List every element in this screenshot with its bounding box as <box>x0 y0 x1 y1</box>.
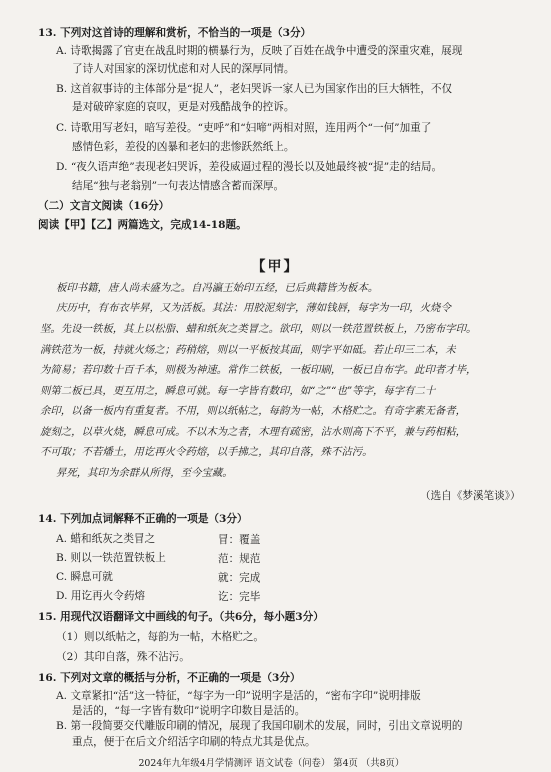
q16-option-a-line2: 是活的，“每一字皆有数印”说明字印数目是活的。 <box>72 705 306 717</box>
passage-line-6: 则第二板已具，更互用之，瞬息可就。每一字皆有数印，如“之”“也”等字，每字有二十 <box>40 385 436 397</box>
section-intro: 阅读【甲】【乙】两篇选文，完成14-18题。 <box>38 219 247 231</box>
q13-option-b-line1: B. 这首叙事诗的主体部分是“捉人”，老妇哭诉一家人已为国家作出的巨大牺牲，不仅 <box>56 83 453 95</box>
passage-line-5: 为简易；若印数十百千本，则极为神速。常作二铁板，一板印刷，一板已自布字。此印者才毕， <box>40 364 477 376</box>
q13-option-c-line1: C. 诗歌用写老妇，暗写差役。“吏呼”和“妇啼”两相对照，连用两个“一何”加重了 <box>56 122 432 134</box>
q13-option-c-line2: 感情色彩，差役的凶暴和老妇的悲惨跃然纸上。 <box>72 141 295 153</box>
passage-line-1: 板印书籍，唐人尚未盛为之。自冯瀛王始印五经，已后典籍皆为板本。 <box>56 282 379 294</box>
passage-line-2: 庆历中，有布衣毕昇，又为活板。其法：用胶泥刻字，薄如钱唇，每字为一印，火烧令 <box>56 302 451 314</box>
q16-option-b-line2: 重点，便于在后文介绍活字印刷的特点尤其是优点。 <box>72 736 316 748</box>
passage-line-9: 不可取；不若燔土，用讫再火令药熔，以手拂之，其印自落，殊不沾污。 <box>40 446 373 458</box>
passage-line-7: 余印，以备一板内有重复者。不用，则以纸帖之，每韵为一帖，木格贮之。有奇字素无备者， <box>40 405 467 417</box>
passage-line-10: 昇死，其印为余群从所得，至今宝藏。 <box>56 467 233 479</box>
q16-option-a-line1: A. 文章紧扣“活”这一特征，“每字为一印”说明字是活的，“密布字印”说明排版 <box>56 690 421 702</box>
q16-stem: 16. 下列对文章的概括与分析，不正确的一项是（3分） <box>38 672 301 684</box>
q14-option-c-gloss: 就：完成 <box>218 572 261 584</box>
q13-option-b-line2: 是对破碎家庭的哀叹，更是对残酷战争的控诉。 <box>72 101 295 113</box>
q14-option-a-gloss: 冒：覆盖 <box>218 534 261 546</box>
q13-option-d-line2: 结尾“独与老翁别”一句表达情感含蓄而深厚。 <box>72 180 285 192</box>
q14-option-b-gloss: 范：规范 <box>218 553 261 565</box>
passage-line-4: 满铁范为一板，持就火炀之；药稍熔，则以一平板按其面，则字平如砥。若止印三二本，未 <box>40 344 456 356</box>
q16-option-b-line1: B. 第一段简要交代雕版印刷的情况，展现了我国印刷术的发展，同时，引出文章说明的 <box>56 720 463 732</box>
q15-stem: 15. 用现代汉语翻译文中画线的句子。（共6分，每小题3分） <box>38 611 324 623</box>
section-heading: （二）文言文阅读（16分） <box>38 200 170 212</box>
q14-option-a: A. 蜡和纸灰之类冒之 <box>56 533 156 545</box>
q14-option-d: D. 用讫再火令药熔 <box>56 590 146 602</box>
q14-option-b: B. 则以一铁范置铁板上 <box>56 552 166 564</box>
q13-option-a-line2: 了诗人对国家的深切忧虑和对人民的深厚同情。 <box>72 63 295 75</box>
passage-line-8: 旋刻之，以草火烧，瞬息可成。不以木为之者，木理有疏密，沾水则高下不平，兼与药相粘， <box>40 426 467 438</box>
q13-stem: 13. 下列对这首诗的理解和赏析，不恰当的一项是（3分） <box>38 27 312 39</box>
q14-stem: 14. 下列加点词解释不正确的一项是（3分） <box>38 513 248 525</box>
q13-option-d-line1: D. “夜久语声绝”表现老妇哭诉，差役威逼过程的漫长以及她最终被“捉”走的结局。 <box>56 161 443 173</box>
q14-option-d-gloss: 讫：完毕 <box>218 591 261 603</box>
passage-line-3: 坚。先设一铁板，其上以松脂、蜡和纸灰之类冒之。欲印，则以一铁范置铁板上，乃密布字印。 <box>40 323 477 335</box>
q13-option-a-line1: A. 诗歌揭露了官吏在战乱时期的横暴行为，反映了百姓在战争中遭受的深重灾难，展现 <box>56 45 463 57</box>
page-footer: 2024年九年级4月学情测评 语文试卷（问卷） 第4页 （共8页） <box>138 758 405 769</box>
q15-sentence-1: （1）则以纸帖之，每韵为一帖，木格贮之。 <box>56 631 265 643</box>
q14-option-c: C. 瞬息可就 <box>56 571 113 583</box>
q15-sentence-2: （2）其印自落，殊不沾污。 <box>56 651 190 663</box>
passage-title: 【甲】 <box>251 259 300 275</box>
passage-source: （选自《梦溪笔谈》） <box>420 490 521 502</box>
